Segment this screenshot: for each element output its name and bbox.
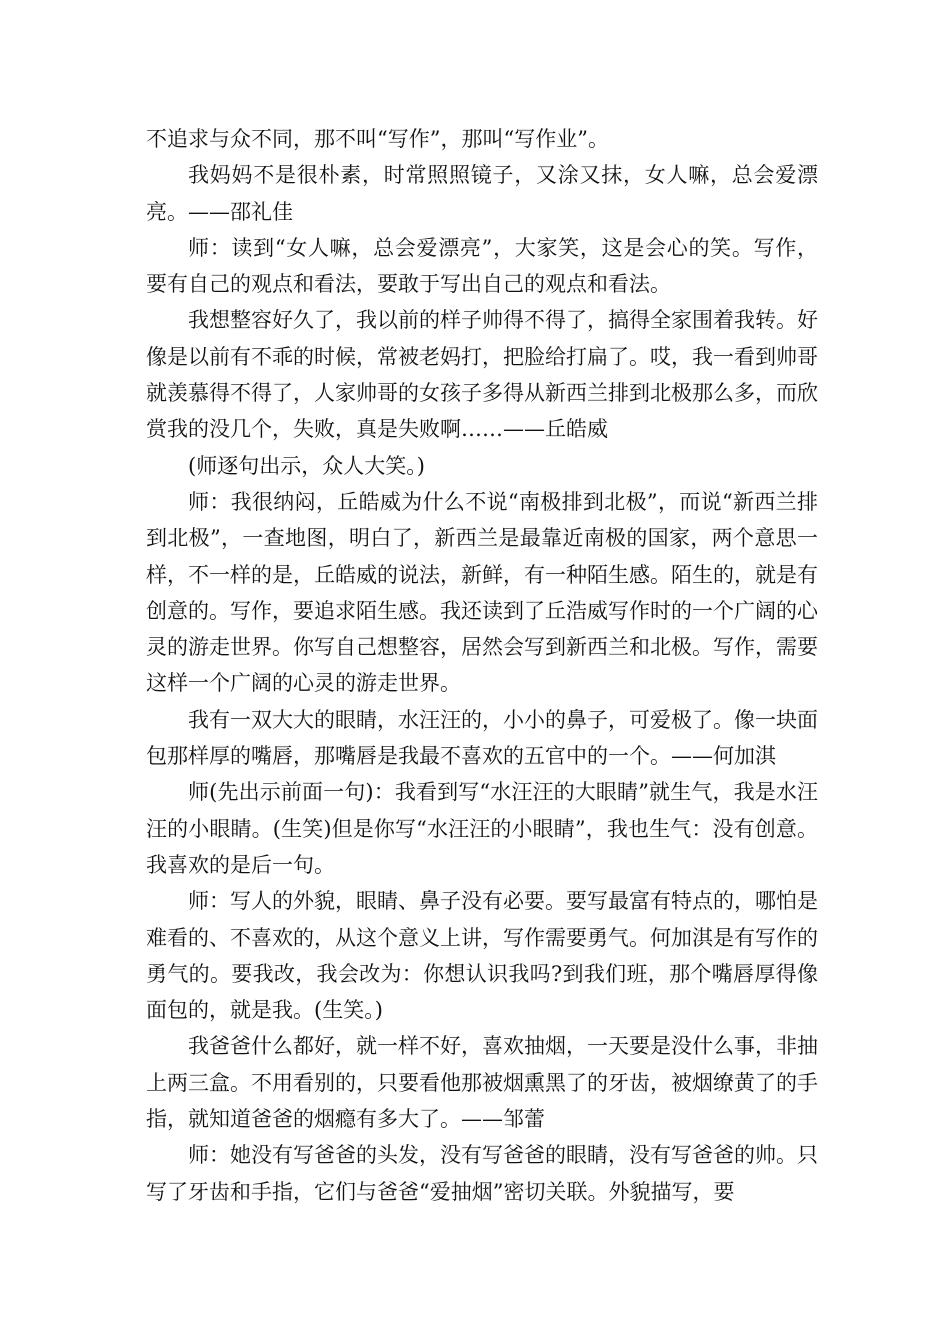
paragraph-student-quote: 我有一双大大的眼睛，水汪汪的，小小的鼻子，可爱极了。像一块面包那样厚的嘴唇，那嘴唇是我最不喜欢的五官中的一个。——何加淇: [146, 707, 818, 769]
document-body: [146, 121, 818, 1210]
paragraph-teacher-comment: 师：她没有写爸爸的头发，没有写爸爸的眼睛，没有写爸爸的帅。只写了牙齿和手指，它们与爸爸“爱抽烟”密切关联。外貌描写，要: [146, 1143, 818, 1204]
paragraph-teacher-comment: 师：我很纳闷，丘皓威为什么不说“南极排到北极”，而说“新西兰排到北极”，一查地图，明白了，新西兰是最靠近南极的国家，两个意思一样，不一样的是，丘皓威的说法，新鲜，有一种陌生感。陌生的，就是有创意的。写作，要追求陌生感。我还读到了丘浩威写作时的一个广阔的心灵的游走世界。你写自己想整容，居然会写到新西兰和北极。写作，需要这样一个广阔的心灵的游走世界。: [146, 489, 818, 696]
paragraph-teacher-comment: 师(先出示前面一句)：我看到写“水汪汪的大眼睛”就生气，我是水汪汪的小眼睛。(生笑)但是你写“水汪汪的小眼睛”，我也生气：没有创意。我喜欢的是后一句。: [146, 780, 818, 877]
paragraph-teacher-comment: 师：写人的外貌，眼睛、鼻子没有必要。要写最富有特点的，哪怕是难看的、不喜欢的，从这个意义上讲，写作需要勇气。何加淇是有写作的勇气的。要我改，我会改为：你想认识我吗?到我们班，那个嘴唇厚得像面包的，就是我。(生笑。): [146, 889, 818, 1023]
paragraph-continued: 不追求与众不同，那不叫“写作”，那叫“写作业”。: [146, 127, 609, 151]
paragraph-student-quote: 我妈妈不是很朴素，时常照照镜子，又涂又抹，女人嘛，总会爱漂亮。——邵礼佳: [146, 163, 818, 224]
paragraph-student-quote: 我想整容好久了，我以前的样子帅得不得了，搞得全家围着我转。好像是以前有不乖的时候，常被老妈打，把脸给打扁了。哎，我一看到帅哥就羡慕得不得了，人家帅哥的女孩子多得从新西兰排到北极那么多，而欣赏我的没几个，失败，真是失败啊……——丘皓威: [146, 308, 818, 442]
paragraph-stage-note: (师逐句出示，众人大笑。): [188, 453, 425, 478]
paragraph-teacher-comment: 师：读到“女人嘛，总会爱漂亮”，大家笑，这是会心的笑。写作，要有自己的观点和看法，要敢于写出自己的观点和看法。: [146, 235, 818, 297]
paragraph-student-quote: 我爸爸什么都好，就一样不好，喜欢抽烟，一天要是没什么事，非抽上两三盒。不用看别的，只要看他那被烟熏黑了的牙齿，被烟缭黄了的手指，就知道爸爸的烟瘾有多大了。——邹蕾: [146, 1034, 818, 1132]
